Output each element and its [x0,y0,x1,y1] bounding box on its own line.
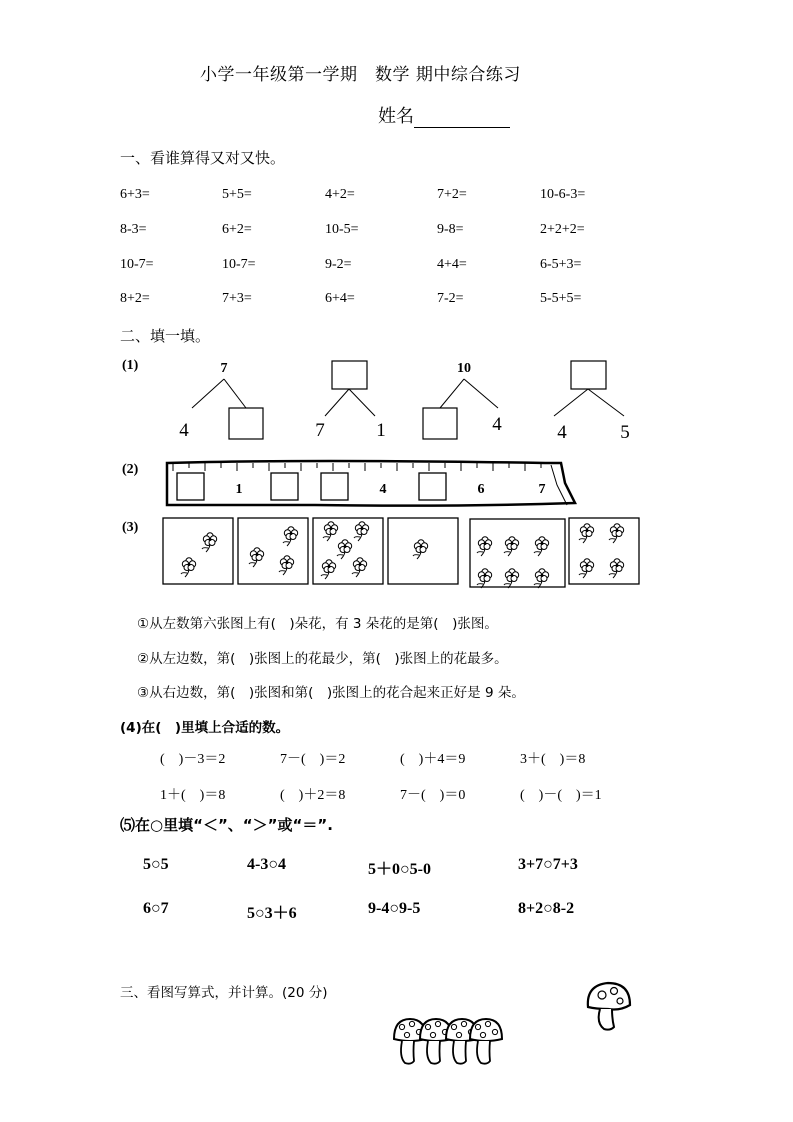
arithmetic-problem: 6+3= [120,187,150,202]
q3-line-2: ②从左边数，第( )张图上的花最少，第( )张图上的花最多。 [137,651,508,667]
ruler-number: 6 [477,482,485,497]
flower-icon [504,537,519,556]
number-bond-diagrams [160,352,640,447]
flower-icon [609,559,624,578]
flower-card [238,518,308,584]
comparison-equation[interactable]: 6○7 [143,900,169,917]
name-field[interactable] [378,102,510,128]
comparison-equation[interactable]: 8+2○8-2 [518,900,575,917]
number-bond-4 [554,361,630,443]
fill-blank-equation[interactable]: 7－( )＝2 [280,752,346,767]
q3-line-3: ③从右边数，第( )张图和第( )张图上的花合起来正好是 9 朵。 [137,685,525,701]
flower-icon [279,556,294,575]
flower-icon [202,533,217,552]
arithmetic-problem: 6-5+3= [540,257,582,272]
bond4-right: 5 [620,422,630,443]
section1-heading: 一、看谁算得又对又快。 [120,149,286,167]
flower-icon [337,540,352,559]
bond3-top: 10 [457,361,471,376]
flower-card [470,519,565,588]
ruler-box-4[interactable] [419,473,446,500]
flower-icon [283,527,298,546]
part5-heading: ⑸在○里填“＜”、“＞”或“＝”. [120,816,333,834]
arithmetic-problem: 4+4= [437,257,467,272]
arithmetic-problem: 8+2= [120,291,150,306]
flower-icon [477,537,492,556]
flower-icon [477,569,492,588]
number-bond-3 [423,361,502,439]
ruler-number: 7 [538,482,546,497]
comparison-equation[interactable]: 5○5 [143,856,169,873]
arithmetic-problem: 2+2+2= [540,222,585,237]
comparison-equation[interactable]: 9-4○9-5 [368,900,421,917]
part3-label: (3) [122,520,139,535]
page-title: 小学一年级第一学期 数学 期中综合练习 [200,65,521,85]
bond2-answer-box[interactable] [332,361,367,389]
bond4-left: 4 [557,422,567,443]
arithmetic-problem: 6+2= [222,222,252,237]
q3-line-1: ①从左数第六张图上有( )朵花，有 3 朵花的是第( )张图。 [137,616,498,632]
arithmetic-problem: 7+2= [437,187,467,202]
bond2-left: 7 [315,420,325,441]
number-ruler [155,455,580,517]
flower-card [569,518,639,584]
bond2-right: 1 [376,420,386,441]
name-blank-line[interactable] [414,109,510,128]
arithmetic-problem: 10-6-3= [540,187,586,202]
fill-blank-equation[interactable]: ( )＋4＝9 [400,752,466,767]
bond1-left: 4 [179,420,189,441]
arithmetic-problem: 10-5= [325,222,359,237]
bond1-top: 7 [220,361,228,376]
fill-blank-equation[interactable]: 7－( )＝0 [400,788,466,803]
part4-heading: (4)在( )里填上合适的数。 [120,720,290,736]
flower-icon [413,540,428,559]
ruler-box-3[interactable] [321,473,348,500]
arithmetic-problem: 5+5= [222,187,252,202]
flower-card [313,518,383,584]
arithmetic-problem: 7+3= [222,291,252,306]
number-bond-1 [179,361,263,441]
arithmetic-problem: 10-7= [222,257,256,272]
ruler-box-2[interactable] [271,473,298,500]
flower-icon [181,558,196,577]
flower-icon [321,560,336,579]
comparison-equation[interactable]: 3+7○7+3 [518,856,578,873]
bond3-right: 4 [492,414,502,435]
flower-icon [504,569,519,588]
ruler-box-1[interactable] [177,473,204,500]
bond4-answer-box[interactable] [571,361,606,389]
section2-heading: 二、填一填。 [120,327,211,345]
section3-heading: 三、看图写算式，并计算。(20 分) [120,985,328,1001]
ruler-number: 4 [379,482,387,497]
part1-label: (1) [122,358,139,373]
flower-icon [354,522,369,541]
comparison-equation[interactable]: 5＋0○5-0 [368,861,431,878]
name-label: 姓名 [378,106,414,127]
flower-icon [352,558,367,577]
bond1-answer-box[interactable] [229,408,263,439]
flower-icon [323,522,338,541]
arithmetic-problem: 5-5+5= [540,291,582,306]
comparison-equation[interactable]: 4-3○4 [247,856,286,873]
arithmetic-problem: 9-2= [325,257,352,272]
arithmetic-problem: 4+2= [325,187,355,202]
fill-blank-equation[interactable]: 1＋( )＝8 [160,788,226,803]
number-bond-2 [315,361,386,441]
arithmetic-problem: 9-8= [437,222,464,237]
flower-icon [579,559,594,578]
fill-blank-equation[interactable]: ( )－3＝2 [160,752,226,767]
flower-card [163,518,233,584]
flower-icon [609,524,624,543]
flower-icon [534,569,549,588]
flower-icon [579,524,594,543]
bond3-answer-box[interactable] [423,408,457,439]
mushroom-icon [580,977,640,1037]
fill-blank-equation[interactable]: ( )＋2＝8 [280,788,346,803]
comparison-equation[interactable]: 5○3＋6 [247,905,297,922]
flower-cards [160,512,644,592]
ruler-number: 1 [235,482,243,497]
arithmetic-problem: 7-2= [437,291,464,306]
fill-blank-equation[interactable]: ( )－( )＝1 [520,788,602,803]
flower-card [388,518,458,584]
flower-icon [249,548,264,567]
arithmetic-problem: 10-7= [120,257,154,272]
fill-blank-equation[interactable]: 3＋( )＝8 [520,752,586,767]
arithmetic-problem: 8-3= [120,222,147,237]
mushroom-group-icon [390,1013,506,1071]
arithmetic-problem: 6+4= [325,291,355,306]
part2-label: (2) [122,462,139,477]
flower-icon [534,537,549,556]
